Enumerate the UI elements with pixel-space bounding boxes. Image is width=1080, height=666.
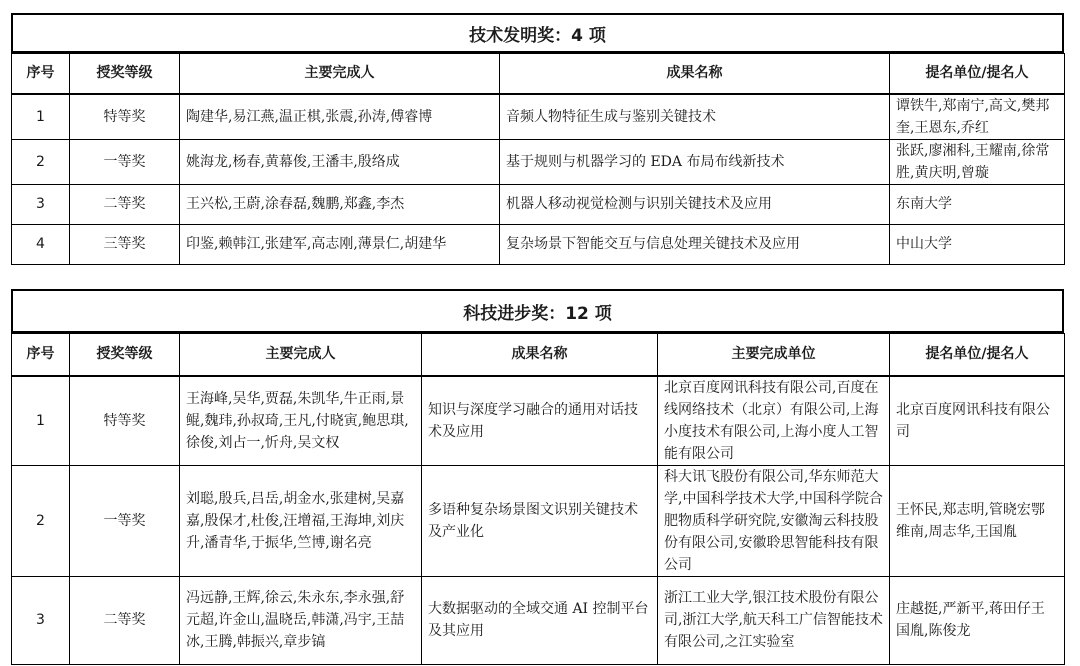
table-row — [12, 139, 1065, 184]
table-row — [12, 94, 1065, 140]
cell-nominator: 谭铁牛,郑南宁,高文,樊邦奎,王恩东,乔红 — [890, 94, 1065, 140]
header-persons: 主要完成人 — [180, 54, 500, 94]
section-title-tech-progress: 科技进步奖：12 项 — [11, 289, 1064, 333]
cell-persons: 陶建华,易江燕,温正棋,张震,孙涛,傅睿博 — [180, 94, 500, 140]
section-title-tech-invention: 技术发明奖：4 项 — [11, 13, 1064, 53]
header-units: 主要完成单位 — [658, 334, 890, 376]
cell-no: 2 — [12, 465, 70, 576]
cell-level: 三等奖 — [70, 224, 180, 264]
header-achievement: 成果名称 — [422, 334, 658, 376]
cell-persons: 印鉴,赖韩江,张建军,高志刚,薄景仁,胡建华 — [180, 224, 500, 264]
cell-no: 4 — [12, 224, 70, 264]
cell-level: 二等奖 — [70, 184, 180, 224]
cell-nominator: 东南大学 — [890, 184, 1065, 224]
table-header-row — [12, 54, 1065, 94]
cell-achievement: 基于规则与机器学习的 EDA 布局布线新技术 — [500, 139, 890, 184]
header-level: 授奖等级 — [70, 334, 180, 376]
cell-persons: 冯远静,王辉,徐云,朱永东,李永强,舒元超,许金山,温晓岳,韩潇,冯宇,王喆冰,王腾,韩振兴,章步镐 — [180, 576, 422, 664]
cell-level: 一等奖 — [70, 139, 180, 184]
cell-nominator: 庄越挺,严新平,蒋田仔王国胤,陈俊龙 — [890, 576, 1065, 664]
cell-level: 二等奖 — [70, 576, 180, 664]
cell-achievement: 复杂场景下智能交互与信息处理关键技术及应用 — [500, 224, 890, 264]
cell-level: 特等奖 — [70, 94, 180, 140]
header-no: 序号 — [12, 334, 70, 376]
cell-level: 特等奖 — [70, 376, 180, 466]
cell-units: 北京百度网讯科技有限公司,百度在线网络技术（北京）有限公司,上海小度技术有限公司,上海小度人工智能有限公司 — [658, 376, 890, 466]
cell-achievement: 音频人物特征生成与鉴别关键技术 — [500, 94, 890, 140]
cell-nominator: 张跃,廖湘科,王耀南,徐常胜,黄庆明,曾璇 — [890, 139, 1065, 184]
cell-units: 浙江工业大学,银江技术股份有限公司,浙江大学,航天科工广信智能技术有限公司,之江实验室 — [658, 576, 890, 664]
cell-achievement: 大数据驱动的全域交通 AI 控制平台及其应用 — [422, 576, 658, 664]
cell-persons: 刘聪,殷兵,吕岳,胡金水,张建树,吴嘉嘉,殷保才,杜俊,汪增福,王海坤,刘庆升,潘青华,于振华,竺博,谢名亮 — [180, 465, 422, 576]
table-row — [12, 184, 1065, 224]
header-level: 授奖等级 — [70, 54, 180, 94]
cell-achievement: 知识与深度学习融合的通用对话技术及应用 — [422, 376, 658, 466]
cell-no: 1 — [12, 376, 70, 466]
cell-persons: 王兴松,王蔚,涂春磊,魏鹏,郑鑫,李杰 — [180, 184, 500, 224]
table-row — [12, 576, 1065, 664]
cell-nominator: 北京百度网讯科技有限公司 — [890, 376, 1065, 466]
cell-nominator: 中山大学 — [890, 224, 1065, 264]
header-nominator: 提名单位/提名人 — [890, 334, 1065, 376]
tech-progress-table — [11, 333, 1065, 665]
header-no: 序号 — [12, 54, 70, 94]
table-row — [12, 224, 1065, 264]
cell-level: 一等奖 — [70, 465, 180, 576]
header-nominator: 提名单位/提名人 — [890, 54, 1065, 94]
header-achievement: 成果名称 — [500, 54, 890, 94]
cell-nominator: 王怀民,郑志明,管晓宏鄂维南,周志华,王国胤 — [890, 465, 1065, 576]
cell-units: 科大讯飞股份有限公司,华东师范大学,中国科学技术大学,中国科学院合肥物质科学研究院,安徽淘云科技股份有限公司,安徽聆思智能科技有限公司 — [658, 465, 890, 576]
header-persons: 主要完成人 — [180, 334, 422, 376]
cell-achievement: 机器人移动视觉检测与识别关键技术及应用 — [500, 184, 890, 224]
table-row — [12, 376, 1065, 466]
cell-no: 2 — [12, 139, 70, 184]
cell-no: 1 — [12, 94, 70, 140]
table-row — [12, 465, 1065, 576]
tech-invention-table — [11, 53, 1065, 265]
cell-persons: 姚海龙,杨春,黄幕俊,王潘丰,殷络成 — [180, 139, 500, 184]
cell-no: 3 — [12, 184, 70, 224]
cell-no: 3 — [12, 576, 70, 664]
cell-achievement: 多语种复杂场景图文识别关键技术及产业化 — [422, 465, 658, 576]
table-header-row — [12, 334, 1065, 376]
cell-persons: 王海峰,吴华,贾磊,朱凯华,牛正雨,景鲲,魏玮,孙叔琦,王凡,付晓寅,鲍思琪,徐俊,刘占一,忻舟,吴文权 — [180, 376, 422, 466]
